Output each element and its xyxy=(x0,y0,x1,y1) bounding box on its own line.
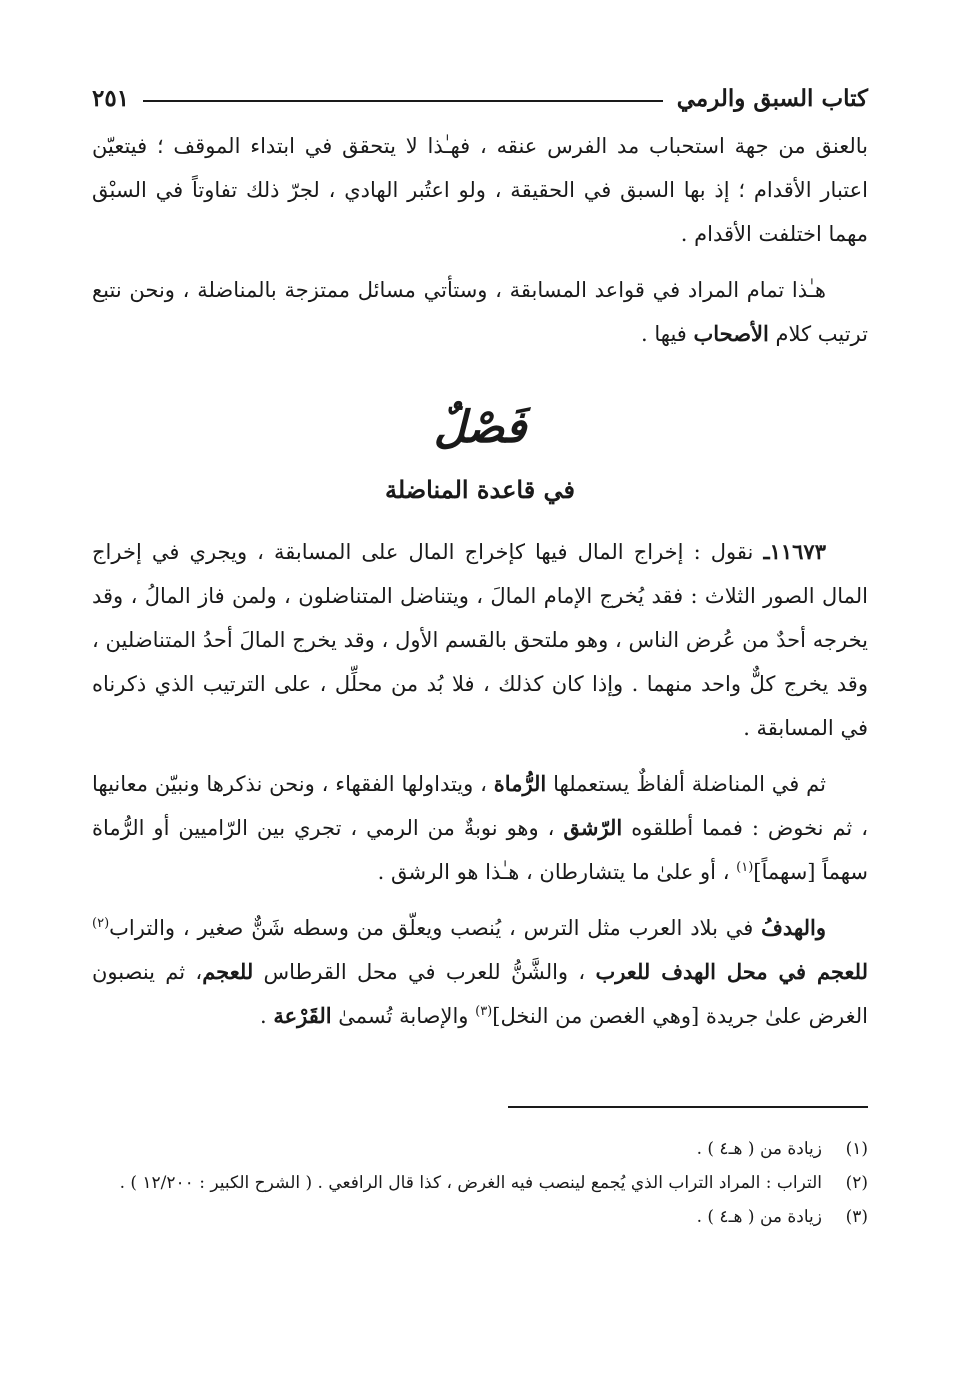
footnote-ref: (٣) xyxy=(475,1004,493,1019)
body-text-main xyxy=(92,530,868,1050)
bold-term: القَرْعة xyxy=(273,1003,332,1028)
text-run: . xyxy=(259,1004,274,1028)
issue-number: ١١٦٧٣ـ xyxy=(763,539,826,564)
chapter-subtitle: في قاعدة المناضلة xyxy=(384,475,576,504)
paragraph xyxy=(92,906,868,1038)
text-run: ثم في المناضلة ألفاظٌ يستعملها xyxy=(546,772,826,796)
footnote-number: (٢) xyxy=(845,1173,868,1193)
footnote-ref: (١) xyxy=(736,860,754,875)
text-run: والإصابة تُسمىٰ xyxy=(331,1004,476,1028)
chapter-word: فَصْلٌ xyxy=(433,402,527,453)
paragraph: بالعنق من جهة استحباب مد الفرس عنقه ، فهـٰذا لا يتحقق في ابتداء الموقف ؛ فيتعيّن اعتبار الأقدام ؛ إذ بها السبق في الحقيقة ، ولو اعتُبر الهادي ، لجرّ ذلك تفاوتاً في السبْق مهما اختلفت الأقدام . xyxy=(92,134,868,246)
footnote-text: زيادة من ( هـ٤ ) . xyxy=(696,1139,822,1159)
bold-term: للعجم xyxy=(202,959,254,984)
text-run: في بلاد العرب مثل الترس ، يُنصب ويعلّق من وسطه شَنٌّ صغير ، والتراب xyxy=(109,916,762,940)
paragraph xyxy=(92,762,868,894)
footnote-number: (٣) xyxy=(845,1207,868,1227)
footnote xyxy=(92,1166,868,1200)
header-rule xyxy=(143,100,663,102)
footnote-text: التراب : المراد التراب الذي يُجمع لينصب فيه الغرض ، كذا قال الرافعي . ( الشرح الكبير : ١٢/٢٠٠ ) . xyxy=(119,1173,822,1193)
body-text-top xyxy=(92,124,868,368)
footnote-text: زيادة من ( هـ٤ ) . xyxy=(696,1207,822,1227)
text-run: نقول : إخراج المال فيها كإخراج المال على المسابقة ، ويجري في إخراج المال الصور الثلاث : فقد يُخرج الإمام المالَ ، ويتناضل المتناضلون ، ولمن فاز المالُ ، وقد يخرجه أحدٌ من عُرض الناس ، وهو ملتحق بالقسم الأول ، وقد يخرج المالَ أحدُ المتناضلين ، وقد يخرج كلٌّ واحد منهما . وإذا كان كذلك ، فلا بُد من محلِّل ، على الترتيب الذي ذكرناه في المسابقة . xyxy=(92,540,868,740)
bold-term: الرُّماة xyxy=(493,771,547,796)
text-run: ، ثم ينصبون الغرض علىٰ جريدة [وهي الغصن من النخل] xyxy=(92,960,868,1028)
text-run: هـٰذا تمام المراد في قواعد المسابقة ، وستأتي مسائل ممتزجة بالمناضلة ، ونحن نتبع ترتيب كلام xyxy=(92,278,868,346)
bold-term: والهدفُ xyxy=(761,915,826,940)
chapter-heading xyxy=(92,398,868,512)
text-run: ، أو علىٰ ما يتشارطان ، هـٰذا هو الرشق . xyxy=(377,860,737,884)
text-run: ، وهو نوبةٌ من الرمي ، تجري بين الرّاميين أو الرُّماة سهماً [سهماً] xyxy=(92,816,868,884)
bold-term: الرّشق xyxy=(563,815,623,840)
bold-term: للعجم في محل الهدف للعرب xyxy=(595,959,868,984)
footnote xyxy=(92,1200,868,1234)
paragraph xyxy=(92,530,868,750)
running-header xyxy=(92,78,868,118)
footnote xyxy=(92,1132,868,1166)
footnote-rule xyxy=(508,1106,868,1108)
footnote-ref: (٢) xyxy=(92,916,110,931)
page-number: ٢٥١ xyxy=(92,84,130,112)
text-run: فيها . xyxy=(641,322,694,346)
paragraph xyxy=(92,268,868,356)
text-run: ، ويتداولها الفقهاء ، ونحن نذكرها ونبيّن معانيها ، ثم نخوض : فمما أطلقوه xyxy=(92,772,868,840)
text-run: ، والشَّنُّ للعرب في محل القرطاس xyxy=(253,960,596,984)
footnotes xyxy=(92,1132,868,1234)
bold-term: الأصحاب xyxy=(693,321,769,346)
book-title: كتاب السبق والرمي xyxy=(676,84,868,112)
footnote-number: (١) xyxy=(845,1139,868,1159)
